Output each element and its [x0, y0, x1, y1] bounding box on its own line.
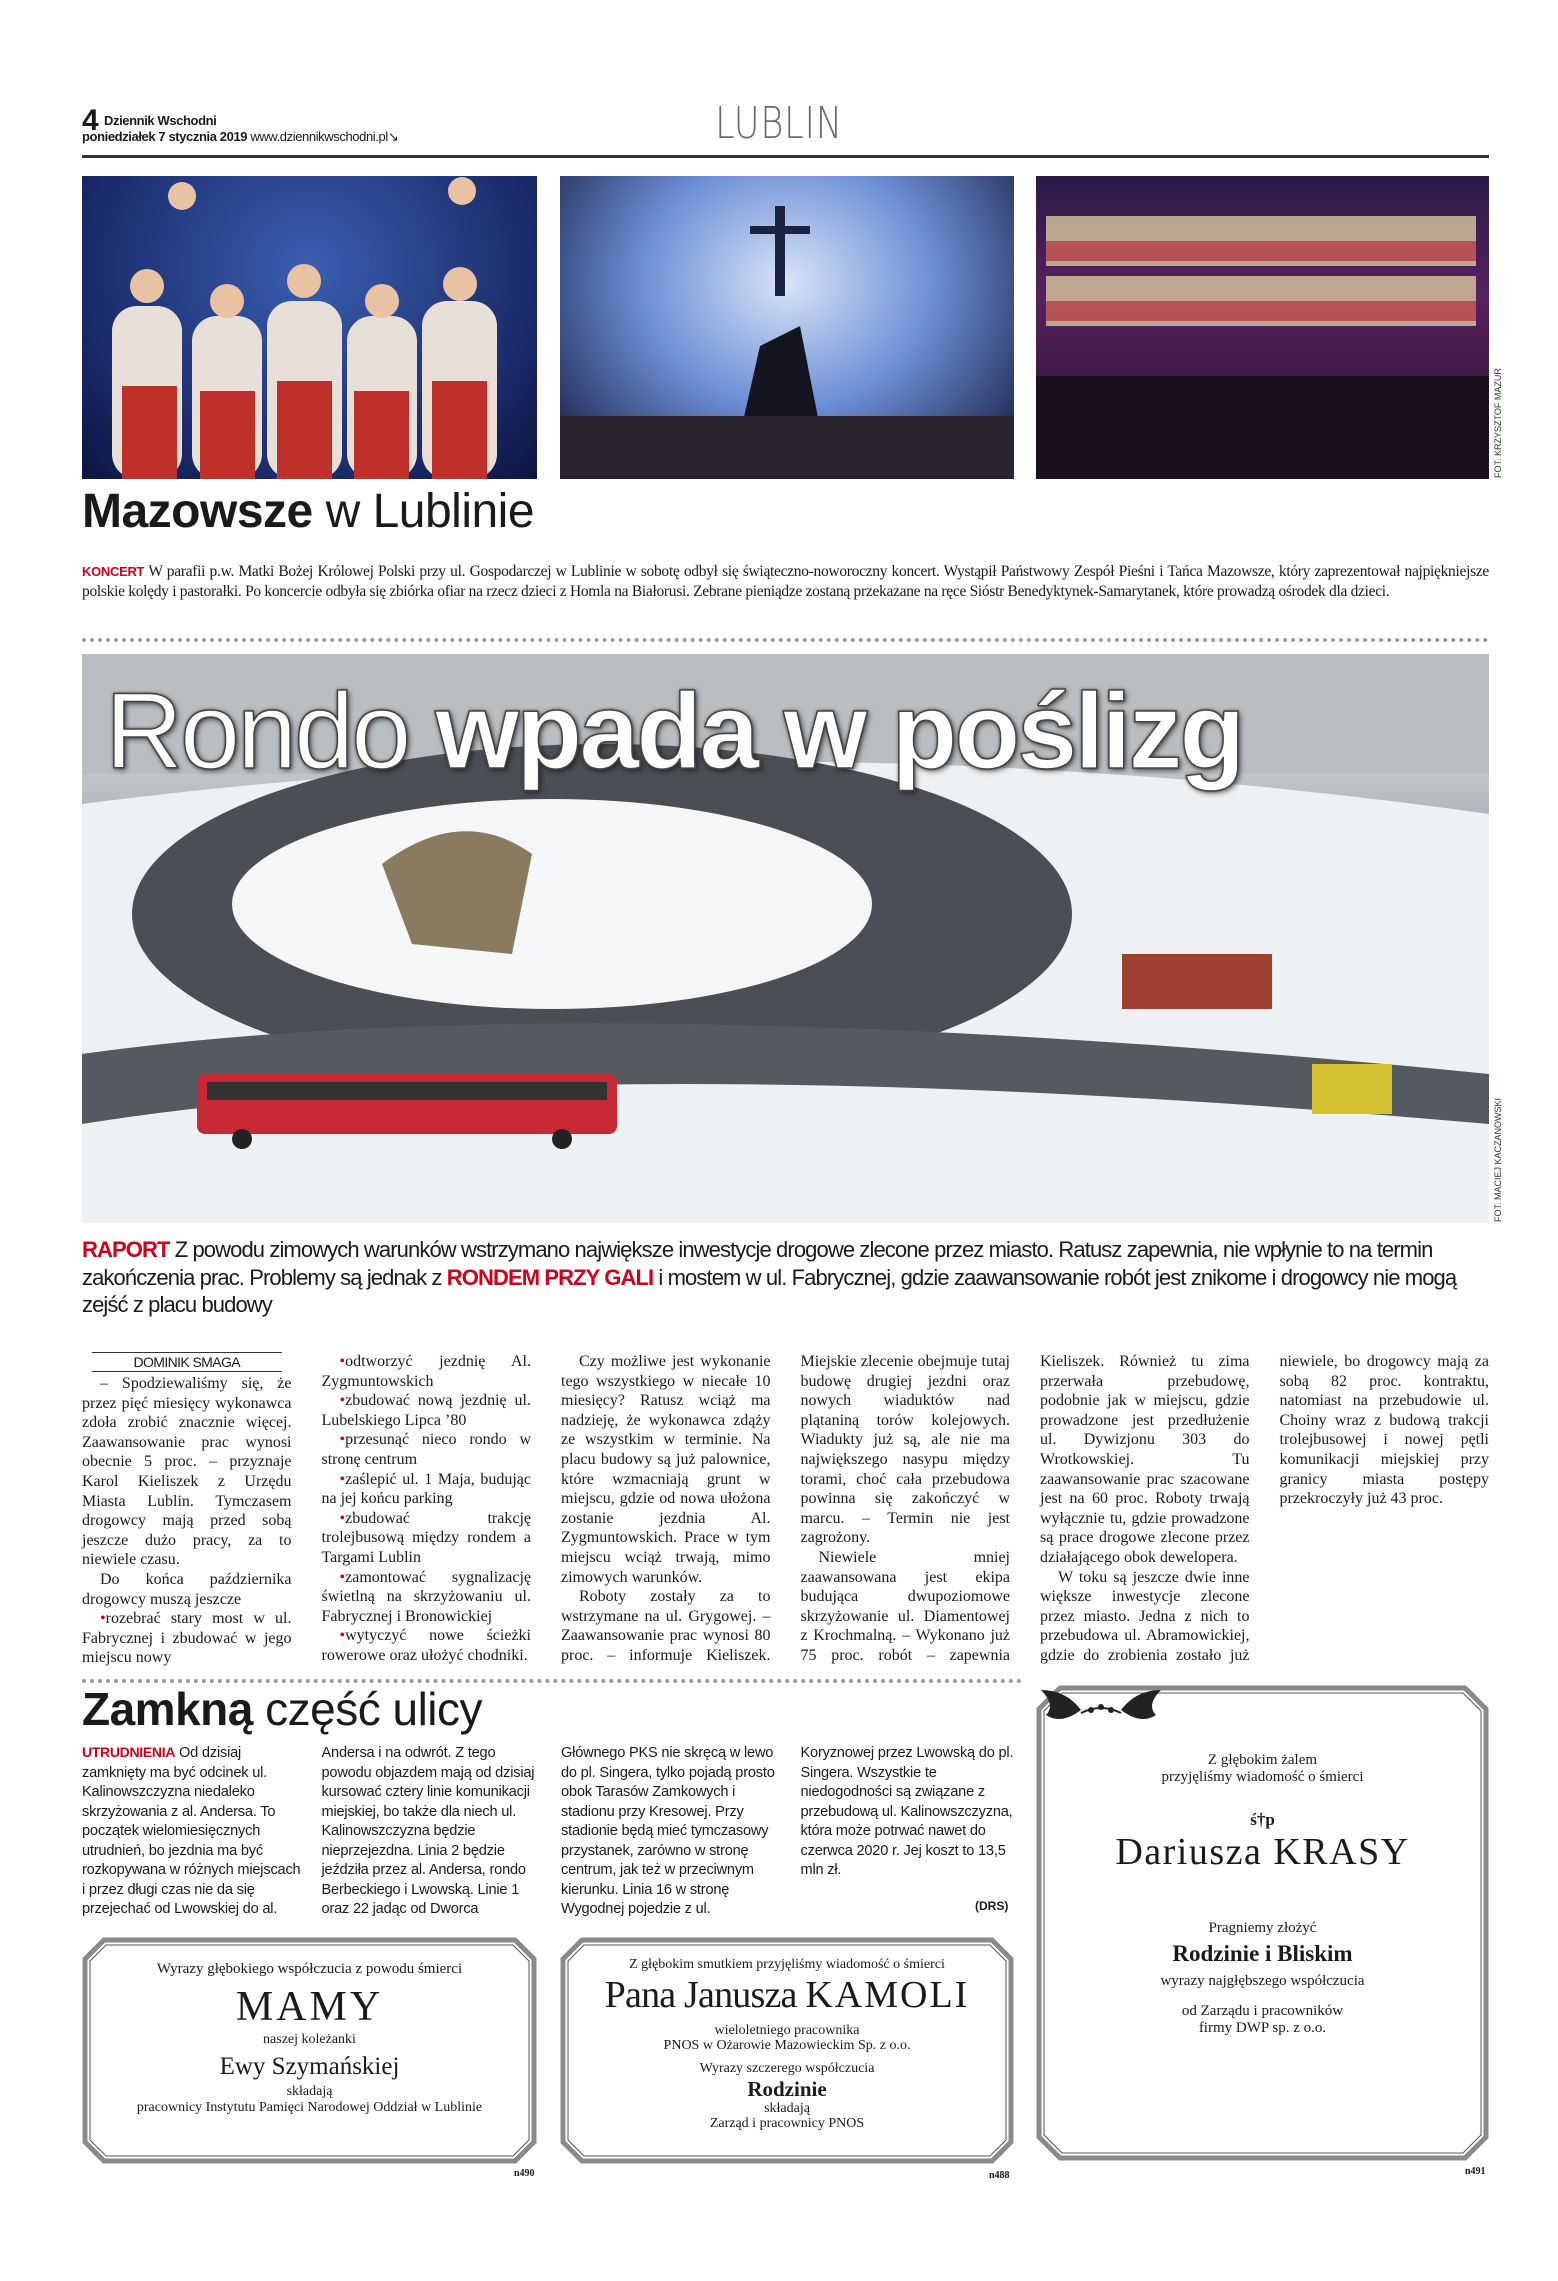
article-body — [82, 1744, 1022, 1924]
headline-bold: wpada w poślizg — [435, 670, 1243, 791]
obit-line: od Zarządu i pracowników — [1181, 2003, 1344, 2019]
section-title: LUBLIN — [715, 98, 843, 149]
ad-code: n488 — [989, 2170, 1010, 2181]
obit-line: naszej koleżanki — [263, 2032, 356, 2047]
story-lead — [82, 562, 1489, 601]
divider — [82, 638, 1489, 642]
lead-text: i mostem w ul. Fabrycznej, gdzie zaawansowanie robót jest znikome i drogowcy nie mogą zejść z placu budowy — [82, 1264, 1457, 1317]
obit-person: Rodzinie — [747, 2077, 827, 2101]
bullet-item: • odtworzyć jezdnię Al. Zygmuntowskich — [322, 1352, 532, 1391]
story-title — [82, 1682, 482, 1736]
paper-name: Dziennik Wschodni — [104, 113, 217, 128]
paragraph: Roboty zostały za to wstrzymane na ul. Grygowej. – Zaawansowanie prac wynosi 80 proc. – informuje Kieliszek. Miejskie zlecenie obejmuje tutaj budowę drugiej jezdni oraz nowych wiaduktów nad plątaniną torów kolejowych. Wiadukty już są, ale nie ma największego nasypu między torami, choć cała przebudowa powinna się zakończyć w marcu. – Termin nie jest zagrożony. — [561, 1353, 1010, 1664]
obit-person: Ewy Szymańskiej — [219, 2053, 400, 2080]
paper-url[interactable]: www.dziennikwschodni.pl — [250, 129, 388, 144]
obit-line: wieloletniego pracownika — [714, 2023, 860, 2038]
kicker: RAPORT — [82, 1237, 170, 1262]
paragraph: Do końca października drogowcy muszą jeszcze — [82, 1570, 292, 1608]
story-lead — [82, 1236, 1502, 1319]
obit-line: Z głębokim smutkiem przyjęliśmy wiadomość o śmierci — [629, 1957, 945, 1972]
ad-code: n491 — [1465, 2166, 1486, 2177]
lead-highlight: RONDEM PRZY GALI — [446, 1264, 654, 1290]
obit-line: Z głębokim żalem — [1207, 1752, 1318, 1768]
page-number: 4 — [82, 104, 99, 137]
article-body — [82, 1352, 1489, 1670]
header-rule — [82, 155, 1489, 158]
obit-from: firmy DWP sp. z o.o. — [1198, 2020, 1327, 2036]
bullet-item: • zamontować sygnalizację świetlną na skrzyżowaniu ul. Fabrycznej i Bronowickiej — [322, 1568, 532, 1627]
main-headline — [105, 668, 1242, 793]
bullet-item: • zaślepić ul. 1 Maja, budując na jej końcu parking — [322, 1470, 532, 1509]
title-rest: część ulicy — [252, 1683, 483, 1735]
lead-text: Z powodu zimowych warunków wstrzymano największe inwestycje drogowe zlecone przez miasto. Ratusz zapewnia, nie wpłynie to na termin zakończenia prac. Problemy są jednak z — [82, 1237, 1433, 1290]
obit-line: Wyrazy szczerego współczucia — [699, 2061, 875, 2076]
obit-name — [560, 1973, 1014, 2017]
body-text: Od dzisiaj zamknięty ma być odcinek ul. Kalinowszczyzna niedaleko skrzyżowania z al. Andersa. To początek wielomiesięcznych utrudnień, bo jezdnia ma być rozkopywana w różnych miejscach i przez długi czas nie da się przejechać od Lwowskiej do al. Andersa i na odwrót. Z tego powodu objazdem mają od dzisiaj kursować cztery linie komunikacji miejskiej, bo także dla niech ul. Kalinowszczyzna będzie nieprzejezdna. Linia 2 będzie jeździła przez al. Andersa, rondo Berbeckiego i Lwowską. Linie 1 oraz 22 jadąc od Dworca Głównego PKS nie skręcą w lewo do pl. Singera, tylko pojadą prosto obok Tarasów Zamkowych i stadionu przy Kresowej. Przy stadionie będą mieć tymczasowy przystanek, zarówno w stronę centrum, jak też w przeciwnym kierunku. Linia 16 w stronę Wygodnej pojedzie z ul. Koryznowej przez Lwowską do pl. Singera. Wszystkie te niedogodności są związane z przebudową ul. Kalinowszczyzna, która może potrwać nawet do czerwca 2020 r. Jej koszt to 13,5 mln zł. — [82, 1745, 1014, 1917]
obit-line: Wyrazy głębokiego współczucia z powodu śmierci — [156, 1961, 463, 1977]
kicker: UTRUDNIENIA — [82, 1744, 176, 1760]
obituary-notice — [1036, 1685, 1489, 2161]
obit-prefix: ś†p — [1250, 1810, 1275, 1829]
photo-church-orchestra — [560, 176, 1014, 479]
paragraph: – Spodziewaliśmy się, że przez pięć miesięcy wykonawca zdoła zrobić znacznie więcej. Zaawansowanie prac wynosi obecnie 5 proc. – przyznaje Karol Kieliszek z Urzędu Miasta Lublin. Tymczasem drogowcy mają przed sobą jeszcze dużo pracy, za to niewiele czasu. — [82, 1375, 292, 1569]
obit-person: Rodzinie i Bliskim — [1172, 1941, 1353, 1966]
obituary-notice — [82, 1937, 537, 2164]
photo-credit: FOT. MACIEJ KACZANOWSKI — [1493, 1097, 1503, 1222]
obituary-notice — [560, 1937, 1014, 2164]
obit-name-last: KAMOLI — [805, 1974, 970, 2016]
lead-text: W parafii p.w. Matki Bożej Królowej Polski przy ul. Gospodarczej w Lublinie w sobotę odbył się świąteczno-noworoczny koncert. Wystąpił Państwowy Zespół Pieśni i Tańca Mazowsze, który zaprezentował najpiękniejsze polskie kolędy i pastorałki. Po koncercie odbyła się zbiórka ofiar na rzecz dzieci z Homla na Białorusi. Zebrane pieniądze zostaną przekazane na ręce Sióstr Benedyktynek-Samarytanek, które prowadzą ośrodek dla dzieci. — [82, 563, 1489, 600]
author-signature: (DRS) — [975, 1899, 1009, 1913]
obit-line: wyrazy najgłębszego współczucia — [1160, 1973, 1365, 1989]
obit-line: składają — [286, 2084, 333, 2099]
paragraph: Niewiele mniej zaawansowana jest ekipa budująca dwupoziomowe skrzyżowanie ul. Diamentowej z Krochmalną. – Wykonano już 75 proc. robót – zapewnia Kieliszek. Również tu zima przerwała przebudowę, podobnie jak w miejscu, gdzie prowadzone jest przedłużenie ul. Dywizjonu 303 do Wrotkowskiej. Tu zaawansowanie prac szacowane jest na 60 proc. Roboty trwają wyłącznie tu, gdzie prowadzone są prace drogowe zlecone przez działającego obok dewelopera. — [800, 1353, 1250, 1664]
obit-from: Zarząd i pracownicy PNOS — [709, 2116, 865, 2131]
bullet-item: • przesunąć nieco rondo w stronę centrum — [322, 1430, 532, 1469]
bullet-item: • zbudować nową jezdnię ul. Lubelskiego Lipca ’80 — [322, 1391, 532, 1430]
bullet-item: • zbudować trakcję trolejbusową między rondem a Targami Lublin — [322, 1509, 532, 1568]
title-rest: w Lublinie — [312, 485, 535, 538]
obit-name: MAMY — [235, 1984, 384, 2030]
photo-dancers — [82, 176, 537, 479]
obit-name-first: Pana Janusza — [604, 1974, 806, 2016]
issue-date: poniedziałek 7 stycznia 2019 — [82, 129, 248, 144]
title-bold: Zamkną — [82, 1683, 253, 1735]
byline: DOMINIK SMAGA — [92, 1352, 282, 1372]
title-bold: Mazowsze — [82, 485, 313, 538]
bullet-item: • rozebrać stary most w ul. Fabrycznej i zbudować w jego miejscu nowy — [82, 1609, 292, 1668]
story-title — [82, 484, 534, 539]
bullet-item: • wytyczyć nowe ścieżki rowerowe oraz ułożyć chodniki. — [322, 1626, 532, 1665]
headline-light: Rondo — [105, 670, 436, 791]
photo-credit: FOT. KRZYSZTOF MAZUR — [1493, 368, 1503, 478]
ad-code: n490 — [514, 2168, 535, 2179]
obit-from: pracownicy Instytutu Pamięci Narodowej Oddział w Lublinie — [136, 2100, 483, 2115]
obit-line: PNOS w Ożarowie Mazowieckim Sp. z o.o. — [663, 2038, 911, 2053]
kicker: KONCERT — [82, 564, 145, 579]
obit-line: składają — [764, 2101, 810, 2116]
obit-line: przyjęliśmy wiadomość o śmierci — [1161, 1769, 1364, 1785]
photo-choir-stage — [1036, 176, 1489, 479]
paragraph: Czy możliwe jest wykonanie tego wszystkiego w niecałe 10 miesięcy? Ratusz wciąż ma nadzieję, że wykonawca zdąży ze wszystkim w terminie. Na placu budowy są już palownice, które wzmacniają grunt w miejscu, gdzie od nowa ułożona zostanie jezdnia Al. Zygmuntowskich. Prace w tym miejscu wciąż trwają, mimo zimowych warunków. — [561, 1353, 771, 1586]
obit-name: Dariusza KRASY — [1115, 1831, 1410, 1873]
obit-line: Pragniemy złożyć — [1208, 1920, 1317, 1936]
paragraph: W toku są jeszcze dwie inne większe inwestycje zlecone przez miasto. Jedna z nich to przebudowa ul. Abramowickiej, gdzie do zrobienia zostało już niewiele, bo drogowcy mają za sobą 82 proc. kontraktu, natomiast na przebudowie ul. Choiny wraz z budową trakcji trolejbusowej i nowej pętli komunikacji miejskiej przy granicy miasta postępy przekroczyły już 43 proc. — [1040, 1353, 1489, 1664]
cursor-icon: ↘ — [387, 129, 399, 144]
